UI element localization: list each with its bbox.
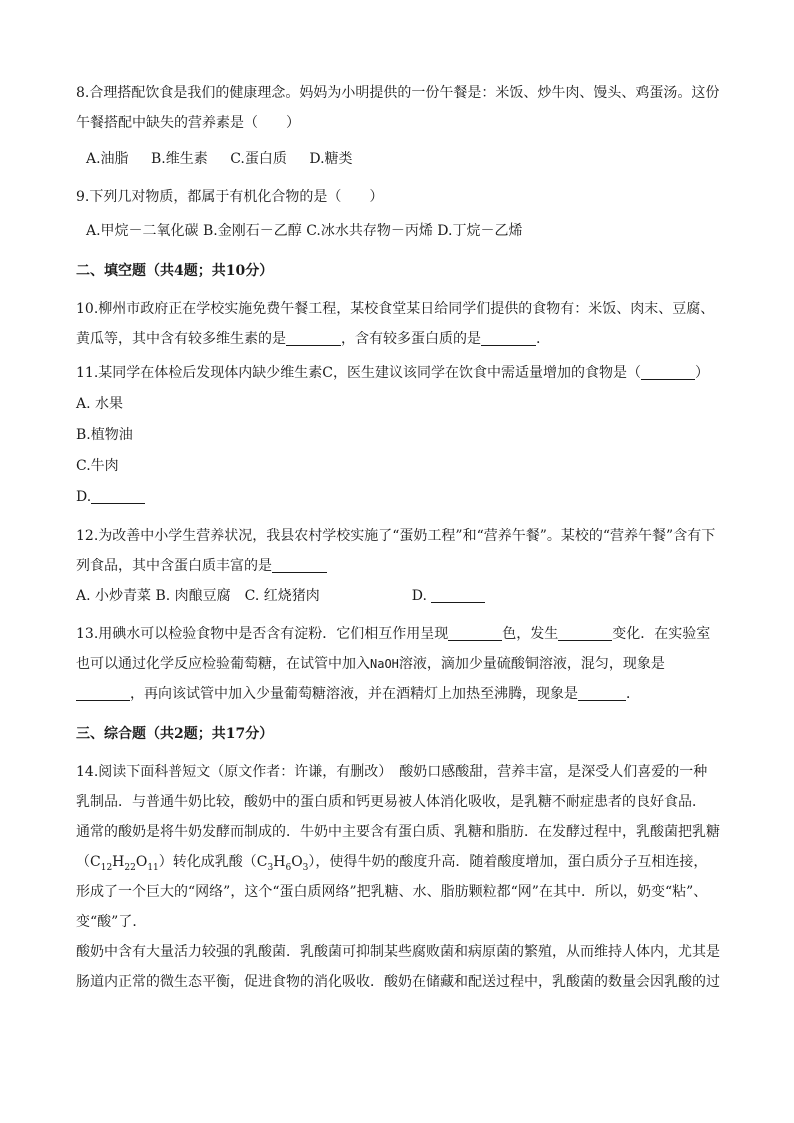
answer-blank[interactable] bbox=[431, 586, 485, 603]
question-10 bbox=[76, 294, 721, 354]
question-8-stem: 8.合理搭配饮食是我们的健康理念。妈妈为小明提供的一份午餐是：米饭、炒牛肉、馒头、鸡蛋汤。这份午餐搭配中缺失的营养素是（ ） bbox=[76, 85, 720, 131]
question-13-text-5: ，再向该试管中加入少量葡萄糖溶液，并在酒精灯上加热至沸腾，现象是 bbox=[130, 686, 578, 702]
answer-blank[interactable] bbox=[272, 556, 327, 573]
answer-blank[interactable] bbox=[76, 684, 130, 701]
question-12-stem bbox=[76, 521, 721, 581]
passage-paragraph-2 bbox=[76, 817, 721, 937]
passage-text: O bbox=[291, 854, 303, 870]
option-c[interactable]: C.蛋白质 bbox=[230, 151, 287, 167]
question-13-text-2: 色，发生 bbox=[502, 626, 559, 642]
chemical-naoh: NaOH bbox=[370, 657, 399, 671]
option-d-label: D. bbox=[411, 588, 432, 604]
question-13-text-3: 变化．在实验室也可以通过化学反应检验葡萄糖，在试管中加入 bbox=[76, 626, 711, 672]
subscript: 12 bbox=[100, 862, 113, 873]
subscript: 3 bbox=[267, 862, 274, 873]
answer-blank[interactable] bbox=[286, 329, 341, 346]
question-10-text-3: . bbox=[536, 331, 541, 347]
option-b[interactable]: B.植物油 bbox=[76, 427, 133, 443]
passage-paragraph-1: 14.阅读下面科普短文（原文作者：许谦，有删改） 酸奶口感酸甜，营养丰富，是深受人们喜爱的一种乳制品．与普通牛奶比较，酸奶中的蛋白质和钙更易被人体消化吸收，是乳糖不耐症患者的良好食品． bbox=[76, 764, 708, 810]
question-10-text-1: 10.柳州市政府正在学校实施免费午餐工程，某校食堂某日给同学们提供的食物有：米饭、肉末、豆腐、黄瓜等，其中含有较多维生素的是 bbox=[76, 301, 715, 347]
question-13 bbox=[76, 619, 721, 709]
passage-text: 通常的酸奶是将牛奶发酵而制成的．牛奶中主要含有蛋白质、乳糖和脂肪．在发酵过程中，乳酸菌把乳糖（C bbox=[76, 824, 720, 870]
question-12-options-text: A. 小炒青菜 B. 肉酿豆腐 C. 红烧猪肉 bbox=[76, 588, 320, 604]
question-8-options bbox=[86, 144, 721, 174]
option-d[interactable]: D.糖类 bbox=[309, 151, 353, 167]
section-2-heading: 二、填空题（共4题；共10分） bbox=[76, 263, 274, 279]
exam-page bbox=[76, 78, 721, 997]
question-9-options: A.甲烷－二氧化碳 B.金刚石－乙醇 C.冰水共存物－丙烯 D.丁烷－乙烯 bbox=[86, 223, 523, 239]
passage-paragraph-3: 酸奶中含有大量活力较强的乳酸菌．乳酸菌可抑制某些腐败菌和病原菌的繁殖，从而维持人体内，尤其是肠道内正常的微生态平衡，促进食物的消化吸收．酸奶在储藏和配送过程中，乳酸菌的数量会因乳酸的过 bbox=[76, 944, 720, 990]
answer-blank[interactable] bbox=[578, 684, 626, 701]
passage-text: ）转化成乳酸（C bbox=[158, 854, 268, 870]
answer-blank[interactable] bbox=[481, 329, 536, 346]
question-12-text: 12.为改善中小学生营养状况，我县农村学校实施了“蛋奶工程”和“营养午餐”。某校的“营养午餐”含有下列食品，其中含蛋白质丰富的是 bbox=[76, 528, 716, 574]
question-11 bbox=[76, 358, 721, 513]
answer-blank[interactable] bbox=[641, 363, 695, 380]
question-13-text-1: 13.用碘水可以检验食物中是否含有淀粉．它们相互作用呈现 bbox=[76, 626, 449, 642]
option-d-label: D. bbox=[76, 489, 92, 505]
option-b[interactable]: B.维生素 bbox=[151, 151, 208, 167]
option-c[interactable]: C.牛肉 bbox=[76, 458, 119, 474]
option-a[interactable]: A.油脂 bbox=[86, 151, 129, 167]
question-10-text-2: ，含有较多蛋白质的是 bbox=[341, 331, 481, 347]
passage-text: H bbox=[112, 854, 125, 870]
passage-text: ），使得牛奶的酸度升高．随着酸度增加，蛋白质分子互相连接，形成了一个巨大的“网络”，这个“蛋白质网络”把乳糖、水、脂肪颗粒都“网”在其中．所以，奶变“粘”、变“酸”了． bbox=[76, 854, 708, 930]
option-a[interactable]: A. 水果 bbox=[76, 396, 124, 412]
question-9-stem: 9.下列几对物质，都属于有机化合物的是（ ） bbox=[76, 189, 384, 205]
question-13-text-6: ． bbox=[626, 686, 640, 702]
question-11-text-end: ） bbox=[694, 365, 709, 381]
subscript: 6 bbox=[285, 862, 292, 873]
subscript: 3 bbox=[302, 862, 309, 873]
subscript: 11 bbox=[147, 862, 159, 873]
answer-blank[interactable] bbox=[91, 487, 145, 504]
subscript: 22 bbox=[124, 862, 136, 873]
question-12-options bbox=[76, 581, 721, 611]
option-d[interactable] bbox=[76, 482, 721, 513]
question-11-text: 11.某同学在体检后发现体内缺少维生素C，医生建议该同学在饮食中需适量增加的食物是（ bbox=[76, 365, 641, 381]
answer-blank[interactable] bbox=[448, 624, 502, 641]
section-3-heading: 三、综合题（共2题；共17分） bbox=[76, 726, 274, 742]
question-14-passage bbox=[76, 757, 721, 997]
question-13-text-4: 溶液，滴加少量硫酸铜溶液，混匀，现象是 bbox=[398, 656, 665, 672]
answer-blank[interactable] bbox=[558, 624, 612, 641]
passage-text: O bbox=[135, 854, 148, 870]
question-11-stem bbox=[76, 358, 721, 389]
passage-text: H bbox=[273, 854, 286, 870]
